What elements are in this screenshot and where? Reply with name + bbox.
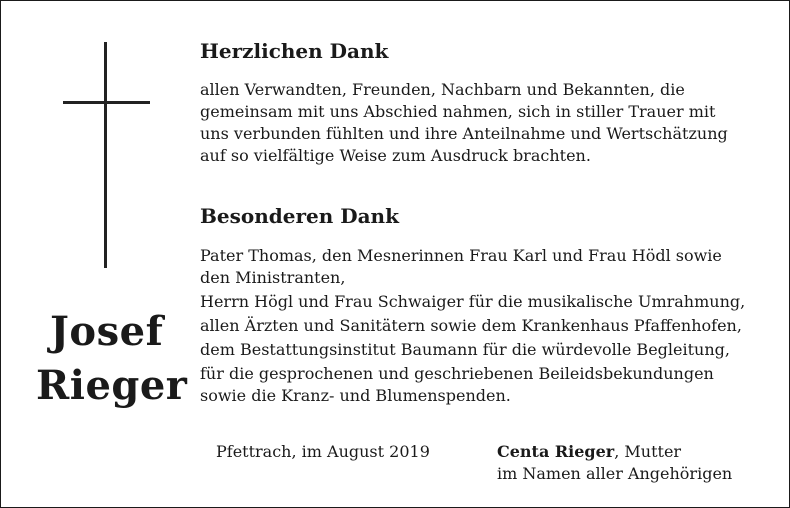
- thanks-line: gemeinsam mit uns Abschied nahmen, sich in stiller Trauer mit: [200, 102, 716, 121]
- deceased-first-name: Josef: [50, 308, 164, 355]
- signer-role: , Mutter: [614, 442, 682, 461]
- special-thanks-line: für die gesprochenen und geschriebenen Beileidsbekundungen: [200, 364, 714, 383]
- thanks-line: auf so vielfältige Weise zum Ausdruck brachten.: [200, 146, 591, 165]
- special-thanks-line: Pater Thomas, den Mesnerinnen Frau Karl und Frau Hödl sowie: [200, 246, 722, 265]
- cross-horizontal-bar: [63, 101, 150, 104]
- thanks-line: uns verbunden fühlten und ihre Anteilnahme und Wertschätzung: [200, 124, 728, 143]
- special-thanks-line: den Ministranten,: [200, 268, 346, 287]
- special-thanks-paragraph: [200, 245, 770, 407]
- thanks-line: allen Verwandten, Freunden, Nachbarn und Bekannten, die: [200, 80, 685, 99]
- place-and-date: Pfettrach, im August 2019: [216, 442, 430, 461]
- special-thanks-line: dem Bestattungsinstitut Baumann für die würdevolle Begleitung,: [200, 340, 730, 359]
- cross-vertical-bar: [104, 42, 107, 268]
- special-thanks-line: Herrn Högl und Frau Schwaiger für die musikalische Umrahmung,: [200, 292, 746, 311]
- signer-name: Centa Rieger: [497, 442, 615, 461]
- special-thanks-line: allen Ärzten und Sanitätern sowie dem Krankenhaus Pfaffenhofen,: [200, 316, 742, 335]
- thanks-paragraph: [200, 79, 770, 167]
- deceased-last-name: Rieger: [36, 362, 188, 409]
- signature-block: [497, 441, 732, 485]
- signer-subline: im Namen aller Angehörigen: [497, 464, 733, 483]
- special-thanks-line: sowie die Kranz- und Blumenspenden.: [200, 386, 511, 405]
- heading-besonderen-dank: Besonderen Dank: [200, 204, 399, 228]
- heading-herzlichen-dank: Herzlichen Dank: [200, 39, 389, 63]
